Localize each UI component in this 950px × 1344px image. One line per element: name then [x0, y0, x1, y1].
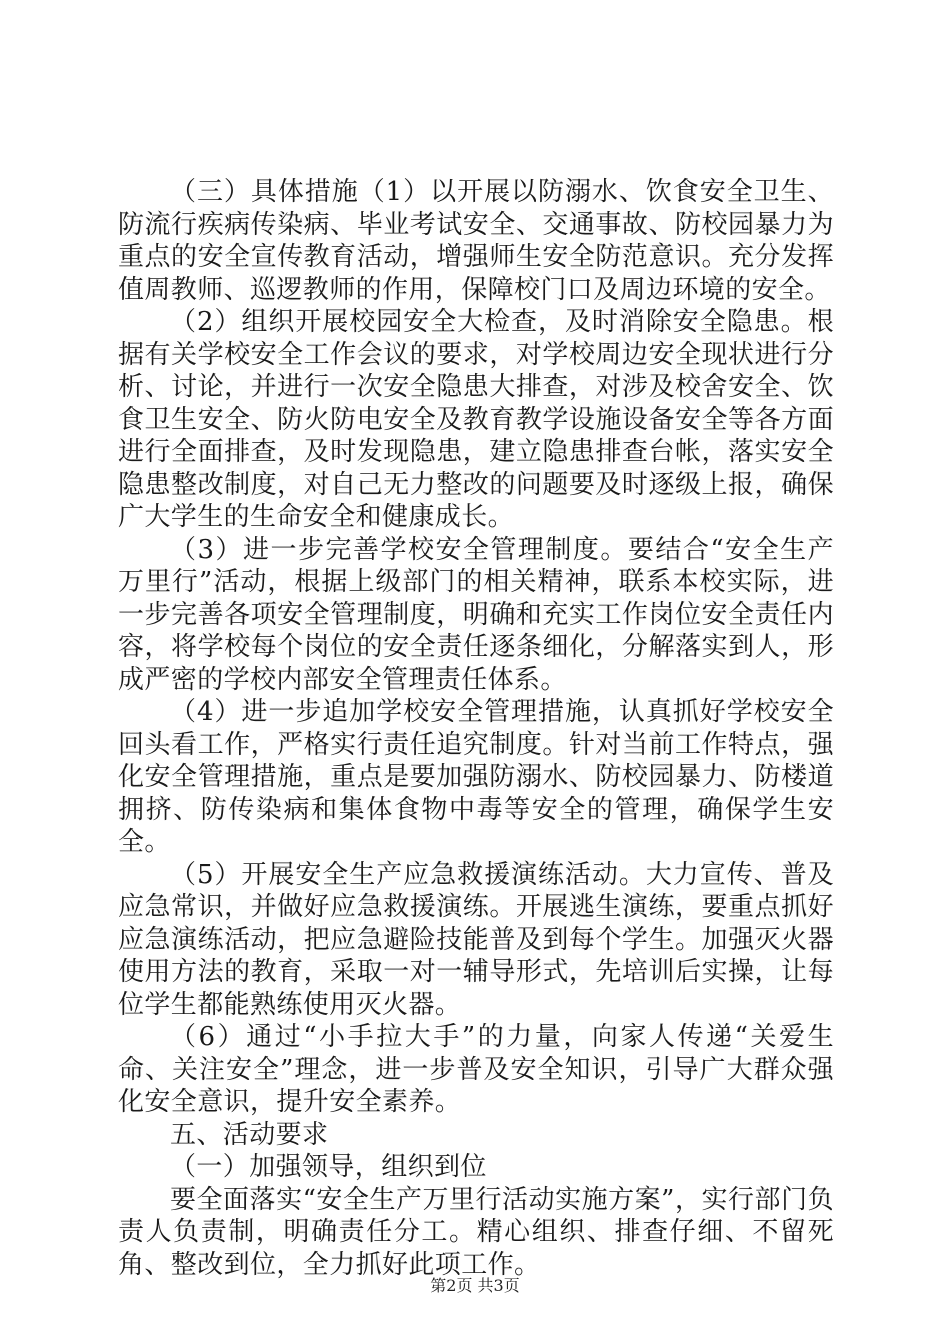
paragraph-measure-5: （5）开展安全生产应急救援演练活动。大力宣传、普及应急常识，并做好应急救援演练。开展逃生演练，要重点抓好应急演练活动，把应急避险技能普及到每个学生。加强灭火器使用方法的教育，采取一对一辅导形式，先培训后实操，让每位学生都能熟练使用灭火器。 — [118, 859, 834, 1020]
paragraph-measure-6: （6）通过“小手拉大手”的力量，向家人传递“关爱生命、关注安全”理念，进一步普及安全知识，引导广大群众强化安全意识，提升安全素养。 — [118, 1022, 834, 1117]
paragraph-implementation: 要全面落实“安全生产万里行活动实施方案”，实行部门负责人负责制，明确责任分工。精心组织、排查仔细、不留死角、整改到位，全力抓好此项工作。 — [118, 1184, 834, 1280]
paragraph-measure-3: （3）进一步完善学校安全管理制度。要结合“安全生产万里行”活动，根据上级部门的相关精神，联系本校实际，进一步完善各项安全管理制度，明确和充实工作岗位安全责任内容，将学校每个岗位的安全责任逐条细化，分解落实到人，形成严密的学校内部安全管理责任体系。 — [118, 534, 834, 695]
page-number-footer: 第2页 共3页 — [430, 1276, 520, 1295]
subsection-heading-leadership: （一）加强领导，组织到位 — [170, 1152, 487, 1182]
document-body — [118, 176, 834, 1281]
paragraph-specific-measures-1: （三）具体措施（1）以开展以防溺水、饮食安全卫生、防流行疾病传染病、毕业考试安全、交通事故、防校园暴力为重点的安全宣传教育活动，增强师生安全防范意识。充分发挥值周教师、巡逻教师的作用，保障校门口及周边环境的安全。 — [118, 177, 834, 305]
paragraph-measure-2: （2）组织开展校园安全大检查，及时消除安全隐患。根据有关学校安全工作会议的要求，对学校周边安全现状进行分析、讨论，并进行一次安全隐患大排查，对涉及校舍安全、饮食卫生安全、防火防电安全及教育教学设施设备安全等各方面进行全面排查，及时发现隐患，建立隐患排查台帐，落实安全隐患整改制度，对自己无力整改的问题要及时逐级上报，确保广大学生的生命安全和健康成长。 — [118, 307, 834, 532]
section-heading-activity-requirements: 五、活动要求 — [170, 1119, 329, 1150]
paragraph-measure-4: （4）进一步追加学校安全管理措施，认真抓好学校安全回头看工作，严格实行责任追究制度。针对当前工作特点，强化安全管理措施，重点是要加强防溺水、防校园暴力、防楼道拥挤、防传染病和集体食物中毒等安全的管理，确保学生安全。 — [118, 697, 834, 857]
